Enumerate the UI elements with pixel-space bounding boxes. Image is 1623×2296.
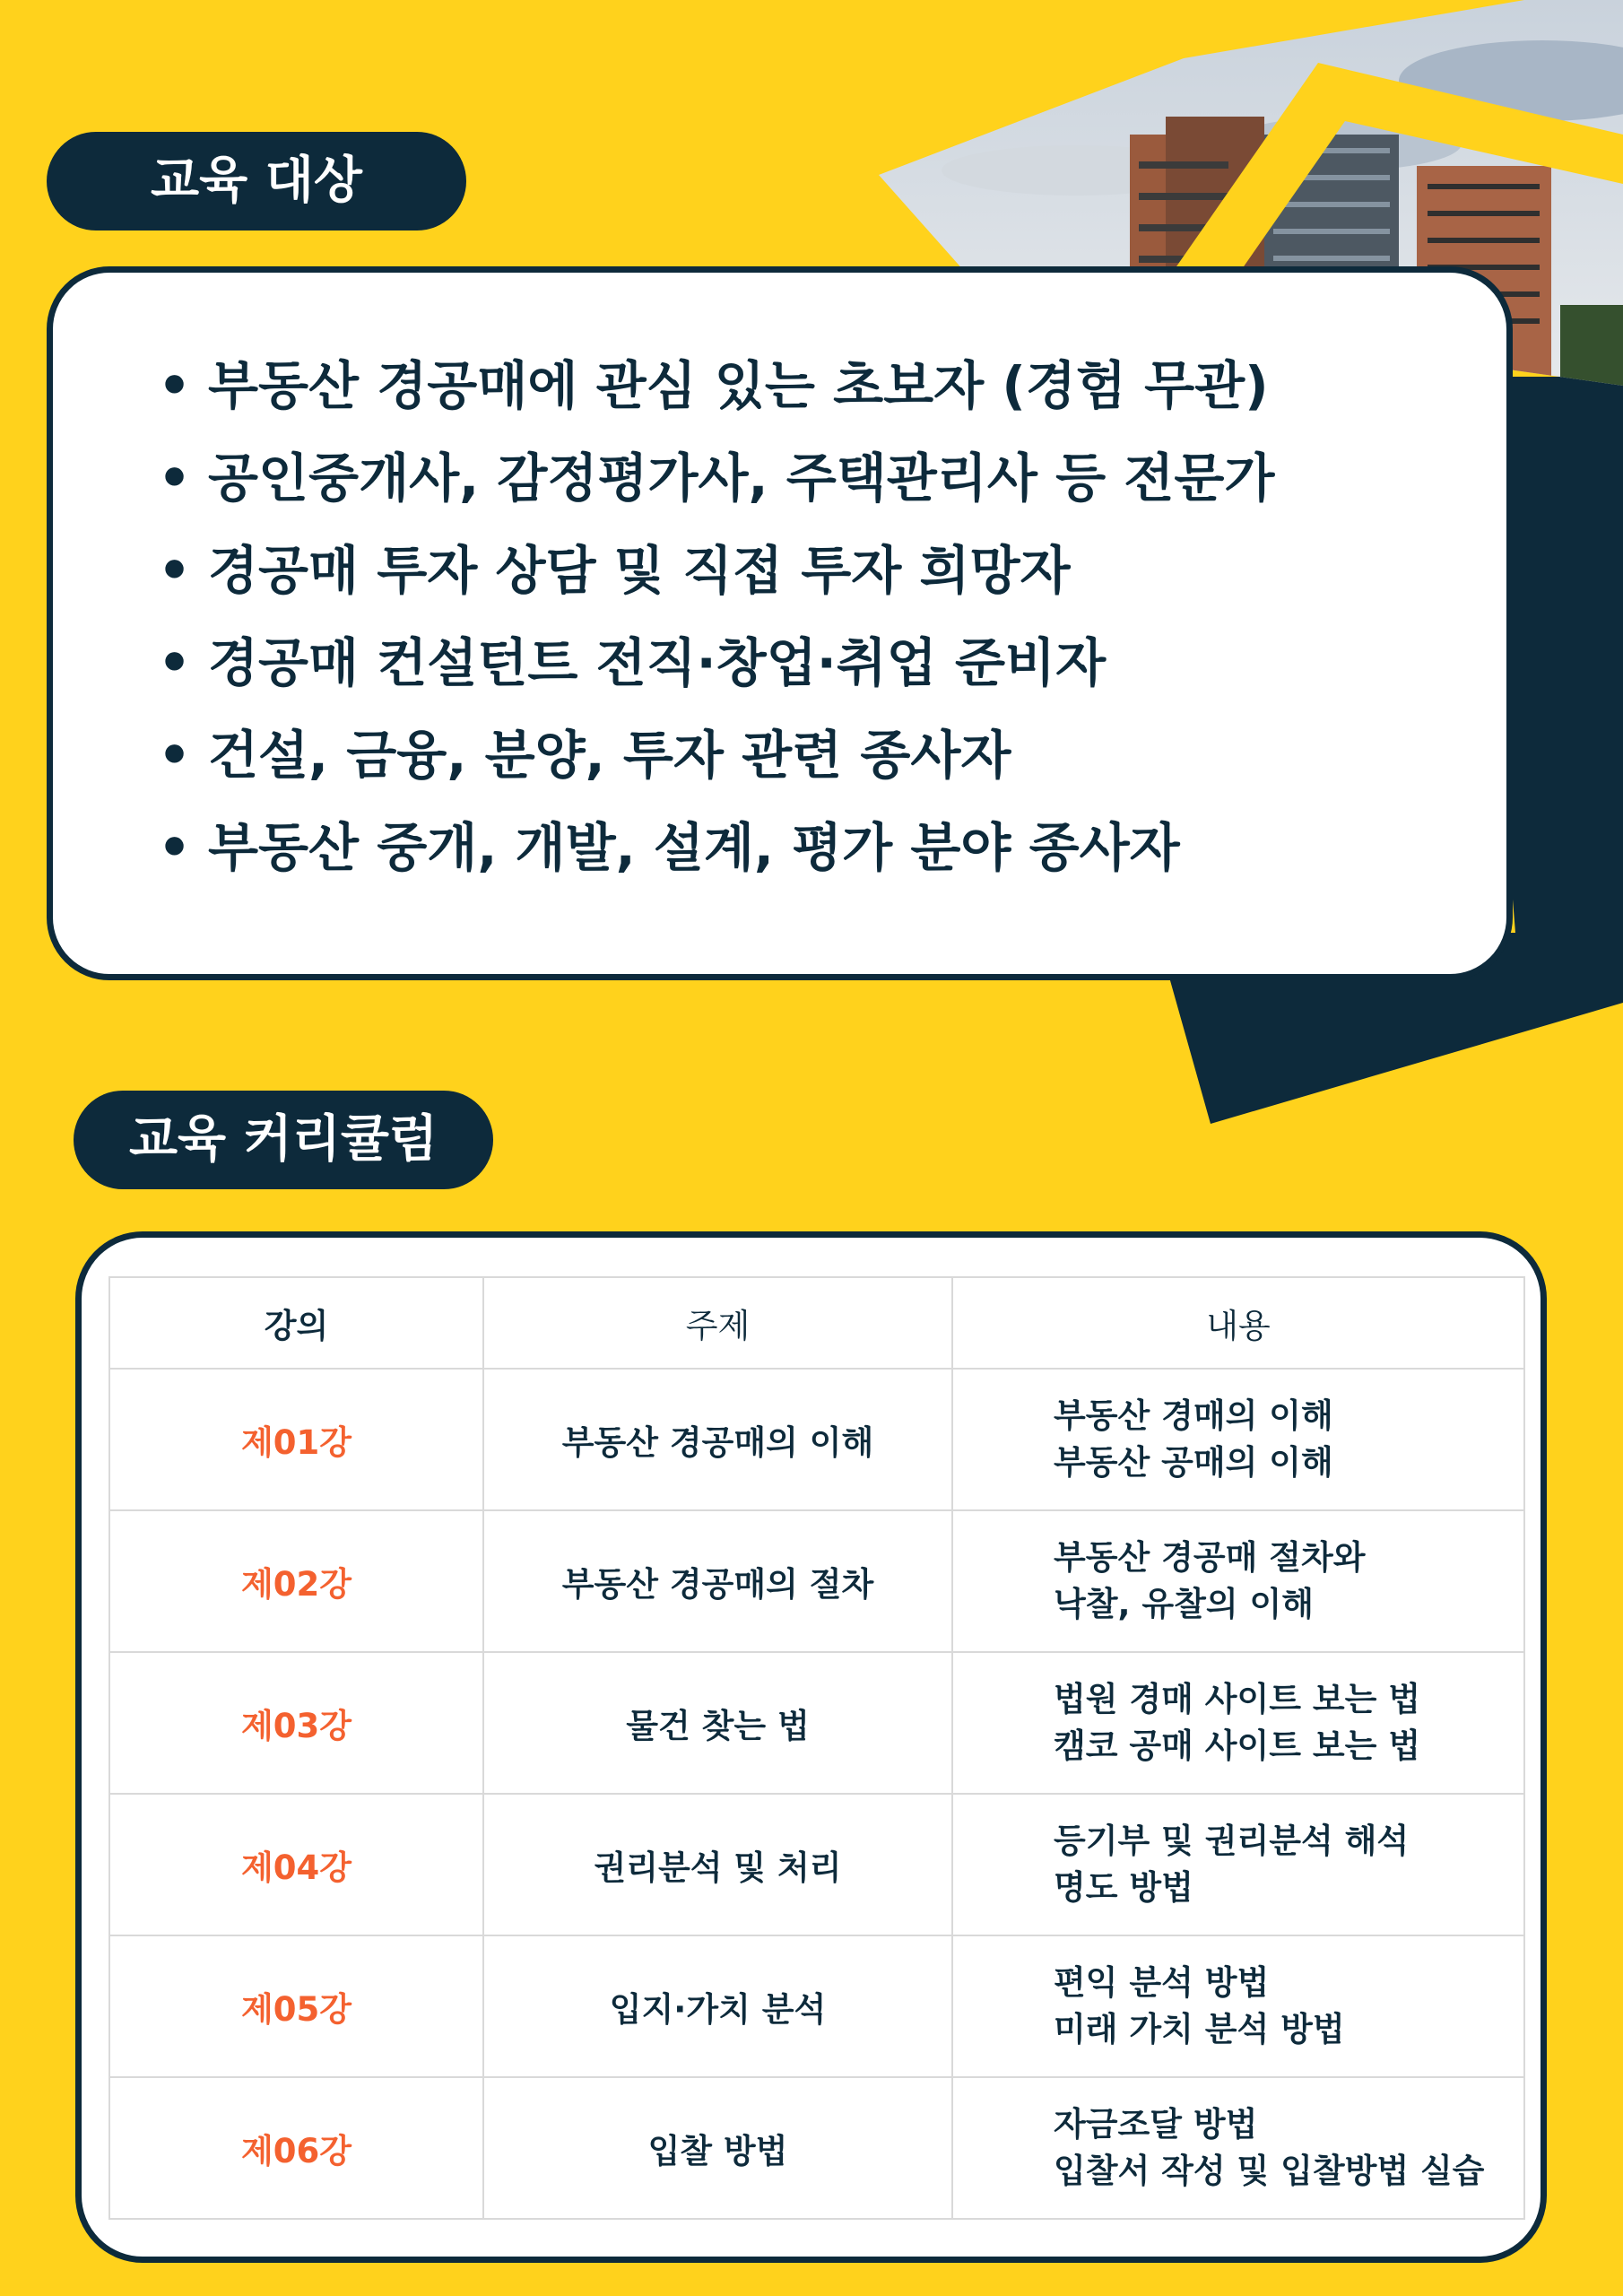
list-item-text: 부동산 경공매에 관심 있는 초보자 (경험 무관) — [208, 355, 1269, 416]
content-line: 등기부 및 권리분석 해석 — [1054, 1822, 1410, 1860]
lecture-cell: 제01강 — [109, 1369, 483, 1510]
lecture-cell: 제05강 — [109, 1935, 483, 2077]
table-row — [109, 1369, 1524, 1510]
list-item-text: 건설, 금융, 분양, 투자 관련 종사자 — [208, 725, 1011, 786]
table-row — [109, 1510, 1524, 1652]
bullet-icon: • — [158, 540, 192, 601]
bullet-icon: • — [158, 817, 192, 878]
content-line: 미래 가치 분석 방법 — [1054, 2010, 1345, 2048]
topic-cell: 입지·가치 분석 — [483, 1935, 952, 2077]
target-section-title: 교육 대상 — [47, 132, 466, 230]
content-cell — [952, 1652, 1524, 1794]
table-header-row — [109, 1277, 1524, 1369]
topic-cell: 권리분석 및 처리 — [483, 1794, 952, 1935]
bullet-icon: • — [158, 355, 192, 416]
curriculum-card — [75, 1231, 1547, 2263]
list-item-text: 부동산 중개, 개발, 설계, 평가 분야 종사자 — [208, 817, 1180, 878]
content-cell — [952, 1369, 1524, 1510]
content-line: 법원 경매 사이트 보는 법 — [1054, 1680, 1420, 1718]
table-row — [109, 1935, 1524, 2077]
curriculum-section-title: 교육 커리큘럼 — [74, 1091, 493, 1189]
curriculum-table — [108, 1276, 1525, 2220]
content-line: 낙찰, 유찰의 이해 — [1054, 1585, 1315, 1623]
table-row — [109, 1794, 1524, 1935]
content-line: 캠코 공매 사이트 보는 법 — [1054, 1726, 1420, 1765]
bullet-icon: • — [158, 632, 192, 693]
lecture-cell: 제03강 — [109, 1652, 483, 1794]
lecture-cell: 제02강 — [109, 1510, 483, 1652]
topic-cell: 입찰 방법 — [483, 2077, 952, 2219]
header-content: 내용 — [952, 1277, 1524, 1369]
content-cell — [952, 1794, 1524, 1935]
content-line: 명도 방법 — [1054, 1868, 1193, 1907]
list-item — [158, 617, 1274, 709]
lecture-cell: 제06강 — [109, 2077, 483, 2219]
content-cell — [952, 2077, 1524, 2219]
bullet-icon: • — [158, 725, 192, 786]
content-line: 부동산 경매의 이해 — [1054, 1396, 1333, 1435]
topic-cell: 부동산 경공매의 절차 — [483, 1510, 952, 1652]
table-row — [109, 1652, 1524, 1794]
list-item-text: 경공매 컨설턴트 전직·창업·취업 준비자 — [208, 632, 1107, 693]
topic-cell: 부동산 경공매의 이해 — [483, 1369, 952, 1510]
header-topic: 주제 — [483, 1277, 952, 1369]
content-cell — [952, 1935, 1524, 2077]
content-line: 부동산 경공매 절차와 — [1054, 1538, 1366, 1577]
target-audience-card — [47, 266, 1513, 980]
content-line: 부동산 공매의 이해 — [1054, 1443, 1333, 1482]
list-item — [158, 432, 1274, 525]
list-item-text: 경공매 투자 상담 및 직접 투자 희망자 — [208, 540, 1071, 601]
header-lecture: 강의 — [109, 1277, 483, 1369]
topic-cell: 물건 찾는 법 — [483, 1652, 952, 1794]
target-list — [158, 340, 1274, 894]
bullet-icon: • — [158, 448, 192, 509]
content-line: 편익 분석 방법 — [1054, 1963, 1270, 2002]
lecture-cell: 제04강 — [109, 1794, 483, 1935]
list-item — [158, 709, 1274, 802]
list-item — [158, 525, 1274, 617]
list-item-text: 공인중개사, 감정평가사, 주택관리사 등 전문가 — [208, 448, 1275, 509]
table-row — [109, 2077, 1524, 2219]
content-line: 입찰서 작성 및 입찰방법 실습 — [1054, 2152, 1485, 2190]
content-line: 자금조달 방법 — [1054, 2105, 1258, 2144]
list-item — [158, 340, 1274, 432]
content-cell — [952, 1510, 1524, 1652]
list-item — [158, 802, 1274, 894]
